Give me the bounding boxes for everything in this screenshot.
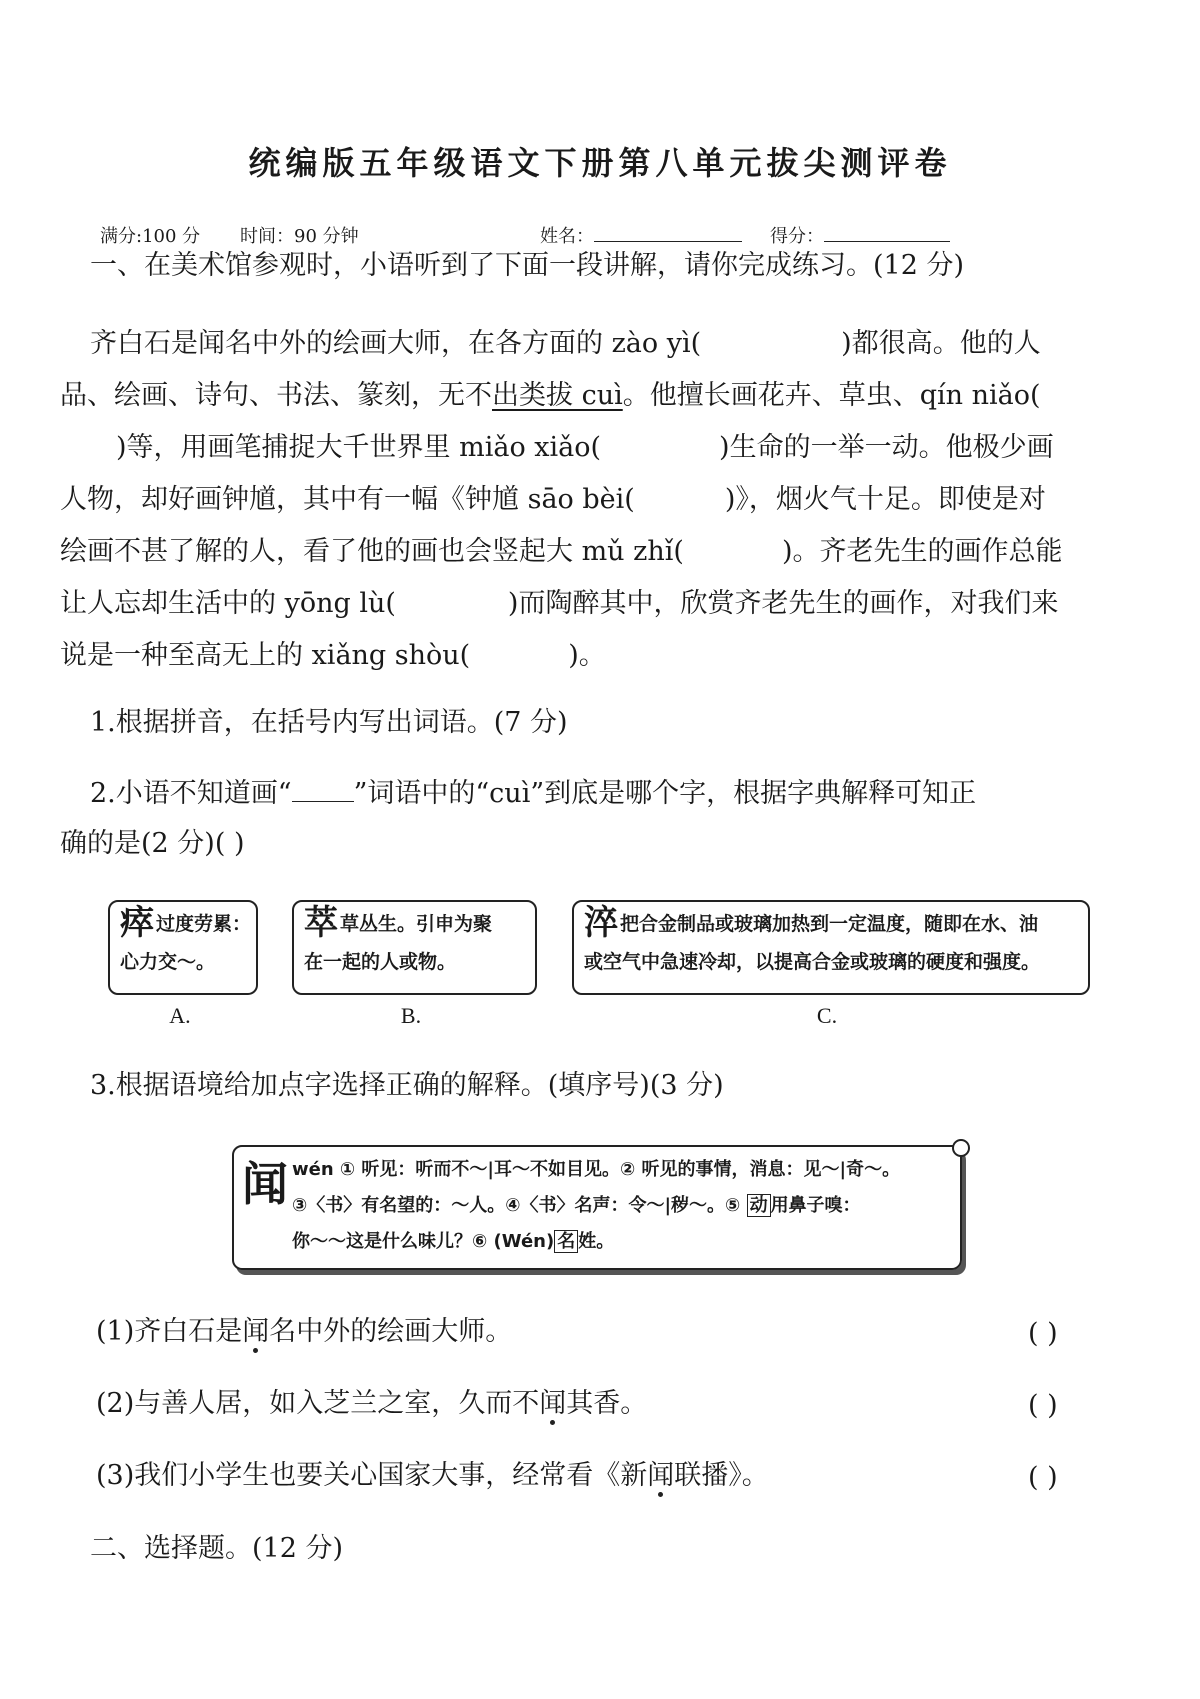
question-2: 2.小语不知道画“ ”词语中的“cuì”到底是哪个字，根据字典解释可知正 [90, 778, 977, 809]
option-char: 瘁 [120, 903, 154, 943]
section2-heading: 二、选择题。(12 分) [90, 1533, 344, 1564]
answer-paren[interactable]: ( ) [1028, 1462, 1058, 1493]
section1-heading: 一、在美术馆参观时，小语听到了下面一段讲解，请你完成练习。(12 分) [90, 250, 965, 281]
dotted-char: 闻 [539, 1388, 567, 1419]
dictionary-char: 闻 [242, 1157, 288, 1211]
word-blank[interactable] [292, 801, 354, 802]
sentence-2: (2)与善人居，如入芝兰之室，久而不闻其香。 [96, 1388, 648, 1419]
dict-line: 你～～这是什么味儿？⑥ (Wén) 名 姓。 [292, 1231, 615, 1252]
exam-time: 时间：90 分钟 [240, 226, 359, 247]
sentence-1: (1)齐白石是闻名中外的绘画大师。 [96, 1316, 513, 1347]
question-2-cont: 确的是(2 分)( ) [60, 828, 245, 859]
score-field[interactable] [770, 222, 950, 248]
score-blank[interactable] [824, 241, 950, 242]
passage-line: 人物，却好画钟馗，其中有一幅《钟馗 sāo bèi( )》，烟火气十足。即使是对 [60, 484, 1046, 515]
option-char: 萃 [304, 903, 338, 943]
passage-line: 齐白石是闻名中外的绘画大师，在各方面的 zào yì( )都很高。他的人 [90, 328, 1041, 359]
dotted-char: 闻 [242, 1316, 270, 1347]
option-b-label: B. [400, 1003, 422, 1028]
passage-line: 说是一种至高无上的 xiǎng shòu( )。 [60, 640, 606, 671]
dotted-char: 闻 [647, 1460, 675, 1491]
dict-line: wén ① 听见：听而不～|耳～不如目见。② 听见的事情，消息：见～|奇～。 [292, 1159, 901, 1180]
option-a-card: 瘁过度劳累： 心力交～。 [108, 900, 258, 995]
option-char: 淬 [584, 903, 618, 943]
option-a-label: A. [169, 1003, 191, 1028]
passage-line: )等，用画笔捕捉大千世界里 miǎo xiǎo( )生命的一举一动。他极少画 [116, 432, 1054, 463]
dictionary-entry [232, 1145, 962, 1270]
score-label: 得分： [770, 226, 824, 247]
pos-tag-noun: 名 [554, 1230, 578, 1253]
reading-passage [60, 318, 1140, 682]
passage-line: 品、绘画、诗句、书法、篆刻，无不出类拔 cuì。他擅长画花卉、草虫、qín niǎo( [60, 380, 1041, 411]
page-title: 统编版五年级语文下册第八单元拔尖测评卷 [248, 144, 952, 182]
page-curl-icon [952, 1139, 970, 1157]
option-c-label: C. [816, 1003, 838, 1028]
name-field[interactable] [540, 222, 742, 248]
question-1: 1.根据拼音，在括号内写出词语。(7 分) [90, 707, 568, 738]
passage-line: 让人忘却生活中的 yōng lù( )而陶醉其中，欣赏齐老先生的画作，对我们来 [60, 588, 1059, 619]
option-c-card: 淬把合金制品或玻璃加热到一定温度，随即在水、油 或空气中急速冷却，以提高合金或玻璃的硬度和强度。 [572, 900, 1090, 995]
full-score: 满分:100 分 [100, 226, 201, 247]
underlined-word: 出类拔 cuì [492, 380, 623, 411]
passage-line: 绘画不甚了解的人，看了他的画也会竖起大 mǔ zhǐ( )。齐老先生的画作总能 [60, 536, 1063, 567]
sentence-3: (3)我们小学生也要关心国家大事，经常看《新闻联播》。 [96, 1460, 769, 1491]
option-b-card: 萃草丛生。引申为聚 在一起的人或物。 [292, 900, 537, 995]
answer-paren[interactable]: ( ) [1028, 1318, 1058, 1349]
name-label: 姓名： [540, 226, 594, 247]
question-3: 3.根据语境给加点字选择正确的解释。(填序号)(3 分) [90, 1070, 724, 1101]
pos-tag-verb: 动 [747, 1194, 771, 1217]
name-blank[interactable] [594, 241, 742, 242]
dict-line: ③〈书〉有名望的：～人。④〈书〉名声：令～|秽～。⑤ 动 用鼻子嗅： [292, 1195, 861, 1216]
answer-paren[interactable]: ( ) [1028, 1390, 1058, 1421]
